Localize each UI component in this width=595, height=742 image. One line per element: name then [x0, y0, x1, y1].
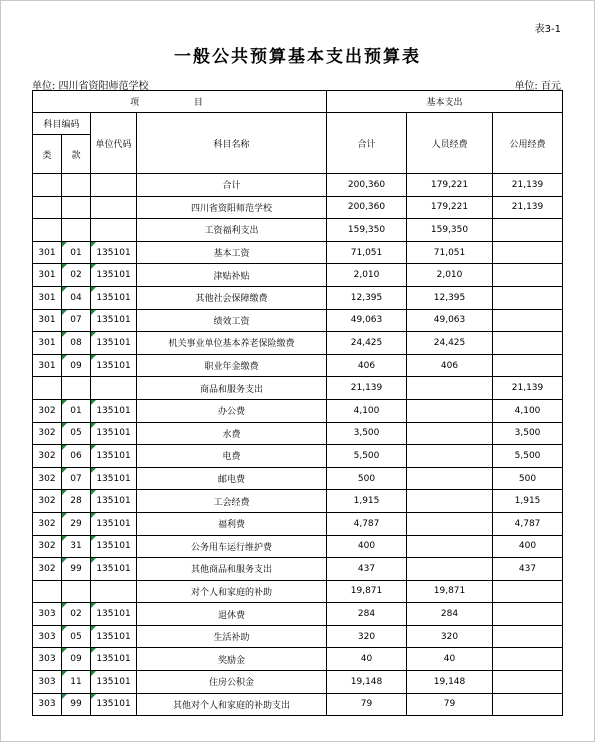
section-cell: 31 [62, 535, 91, 558]
table-row [33, 625, 563, 648]
class-cell: 302 [33, 512, 62, 535]
total-cell: 4,100 [327, 399, 407, 422]
class-cell [33, 219, 62, 242]
class-cell [33, 196, 62, 219]
table-row [33, 671, 563, 694]
public-cell [493, 264, 563, 287]
item-header: 项 目 [33, 91, 327, 113]
unit-code-cell: 135101 [91, 648, 137, 671]
class-cell: 302 [33, 422, 62, 445]
table-row [33, 535, 563, 558]
class-cell: 303 [33, 603, 62, 626]
section-cell [62, 219, 91, 242]
table-row [33, 264, 563, 287]
section-cell: 08 [62, 332, 91, 355]
personnel-cell: 19,871 [407, 580, 493, 603]
subject-name-cell: 电费 [137, 445, 327, 468]
form-code: 表3-1 [534, 24, 561, 35]
table-row [33, 286, 563, 309]
subject-name-cell: 津贴补贴 [137, 264, 327, 287]
section-header: 款 [62, 135, 91, 174]
public-cell: 3,500 [493, 422, 563, 445]
total-cell: 437 [327, 558, 407, 581]
subject-name-cell: 其他社会保障缴费 [137, 286, 327, 309]
section-cell: 04 [62, 286, 91, 309]
class-cell: 302 [33, 535, 62, 558]
personnel-cell [407, 535, 493, 558]
total-cell: 200,360 [327, 174, 407, 197]
unit-code-cell: 135101 [91, 490, 137, 513]
unit-code-cell [91, 196, 137, 219]
total-header: 合计 [327, 113, 407, 174]
unit-code-cell [91, 377, 137, 400]
personnel-cell [407, 558, 493, 581]
class-cell: 303 [33, 671, 62, 694]
total-cell: 159,350 [327, 219, 407, 242]
personnel-cell: 12,395 [407, 286, 493, 309]
public-cell: 500 [493, 467, 563, 490]
personnel-header: 人员经费 [407, 113, 493, 174]
table-row [33, 490, 563, 513]
total-cell: 21,139 [327, 377, 407, 400]
unit-code-cell: 135101 [91, 693, 137, 716]
section-cell: 01 [62, 399, 91, 422]
unit-code-cell: 135101 [91, 354, 137, 377]
section-cell: 02 [62, 603, 91, 626]
unit-name-label: 单位: 四川省资阳师范学校 [32, 81, 149, 92]
total-cell: 320 [327, 625, 407, 648]
unit-code-cell: 135101 [91, 558, 137, 581]
section-cell: 99 [62, 693, 91, 716]
subject-name-cell: 商品和服务支出 [137, 377, 327, 400]
header-row-2 [33, 113, 563, 135]
header-row-1 [33, 91, 563, 113]
subject-name-cell: 绩效工资 [137, 309, 327, 332]
class-cell: 302 [33, 445, 62, 468]
section-cell: 05 [62, 422, 91, 445]
class-cell: 301 [33, 354, 62, 377]
class-cell: 303 [33, 648, 62, 671]
public-cell: 21,139 [493, 196, 563, 219]
class-cell [33, 174, 62, 197]
subject-name-cell: 工会经费 [137, 490, 327, 513]
personnel-cell: 79 [407, 693, 493, 716]
total-cell: 500 [327, 467, 407, 490]
personnel-cell: 179,221 [407, 174, 493, 197]
section-cell [62, 196, 91, 219]
unit-code-cell: 135101 [91, 241, 137, 264]
public-cell: 1,915 [493, 490, 563, 513]
section-cell [62, 377, 91, 400]
section-cell: 02 [62, 264, 91, 287]
personnel-cell: 179,221 [407, 196, 493, 219]
public-cell [493, 354, 563, 377]
total-cell: 40 [327, 648, 407, 671]
class-cell [33, 580, 62, 603]
section-cell: 07 [62, 467, 91, 490]
table-row [33, 512, 563, 535]
subject-name-cell: 福利费 [137, 512, 327, 535]
public-cell [493, 671, 563, 694]
subject-name-header: 科目名称 [137, 113, 327, 174]
subject-code-header: 科目编码 [33, 113, 91, 135]
personnel-cell: 320 [407, 625, 493, 648]
class-cell: 302 [33, 467, 62, 490]
table-row [33, 219, 563, 242]
public-cell [493, 580, 563, 603]
personnel-cell [407, 512, 493, 535]
public-cell [493, 286, 563, 309]
public-header: 公用经费 [493, 113, 563, 174]
section-cell: 09 [62, 354, 91, 377]
personnel-cell: 406 [407, 354, 493, 377]
class-cell: 302 [33, 490, 62, 513]
unit-code-cell: 135101 [91, 467, 137, 490]
section-cell [62, 174, 91, 197]
unit-code-cell: 135101 [91, 512, 137, 535]
unit-code-cell: 135101 [91, 625, 137, 648]
personnel-cell: 159,350 [407, 219, 493, 242]
public-cell [493, 309, 563, 332]
class-cell: 301 [33, 286, 62, 309]
currency-unit-label: 单位: 百元 [514, 81, 561, 92]
class-cell: 301 [33, 241, 62, 264]
total-cell: 19,871 [327, 580, 407, 603]
subject-name-cell: 机关事业单位基本养老保险缴费 [137, 332, 327, 355]
public-cell: 400 [493, 535, 563, 558]
class-cell: 302 [33, 558, 62, 581]
unit-code-cell: 135101 [91, 445, 137, 468]
subject-name-cell: 退休费 [137, 603, 327, 626]
class-cell: 301 [33, 332, 62, 355]
public-cell [493, 332, 563, 355]
total-cell: 71,051 [327, 241, 407, 264]
budget-table [32, 90, 563, 716]
table-row [33, 332, 563, 355]
table-row [33, 445, 563, 468]
unit-code-cell: 135101 [91, 603, 137, 626]
table-row [33, 693, 563, 716]
table-row [33, 558, 563, 581]
public-cell: 4,100 [493, 399, 563, 422]
table-row [33, 648, 563, 671]
section-cell: 99 [62, 558, 91, 581]
class-cell: 301 [33, 264, 62, 287]
total-cell: 79 [327, 693, 407, 716]
public-cell [493, 693, 563, 716]
total-cell: 12,395 [327, 286, 407, 309]
public-cell: 4,787 [493, 512, 563, 535]
subject-name-cell: 职业年金缴费 [137, 354, 327, 377]
personnel-cell [407, 399, 493, 422]
total-cell: 284 [327, 603, 407, 626]
section-cell: 28 [62, 490, 91, 513]
unit-code-cell: 135101 [91, 671, 137, 694]
personnel-cell: 71,051 [407, 241, 493, 264]
total-cell: 1,915 [327, 490, 407, 513]
unit-code-cell: 135101 [91, 309, 137, 332]
table-row [33, 422, 563, 445]
table-row [33, 196, 563, 219]
subject-name-cell: 合计 [137, 174, 327, 197]
subject-name-cell: 奖励金 [137, 648, 327, 671]
subject-name-cell: 其他对个人和家庭的补助支出 [137, 693, 327, 716]
total-cell: 19,148 [327, 671, 407, 694]
personnel-cell [407, 445, 493, 468]
subject-name-cell: 公务用车运行维护费 [137, 535, 327, 558]
basic-expenditure-header: 基本支出 [327, 91, 563, 113]
subject-name-cell: 四川省资阳师范学校 [137, 196, 327, 219]
public-cell: 21,139 [493, 377, 563, 400]
table-row [33, 580, 563, 603]
personnel-cell [407, 422, 493, 445]
unit-code-cell [91, 174, 137, 197]
table-row [33, 174, 563, 197]
public-cell [493, 219, 563, 242]
class-cell: 303 [33, 625, 62, 648]
section-cell [62, 580, 91, 603]
public-cell [493, 625, 563, 648]
class-cell: 302 [33, 399, 62, 422]
subject-name-cell: 水费 [137, 422, 327, 445]
subject-name-cell: 办公费 [137, 399, 327, 422]
class-header: 类 [33, 135, 62, 174]
table-row [33, 241, 563, 264]
unit-code-cell: 135101 [91, 264, 137, 287]
unit-code-header: 单位代码 [91, 113, 137, 174]
subject-name-cell: 对个人和家庭的补助 [137, 580, 327, 603]
table-row [33, 377, 563, 400]
public-cell [493, 241, 563, 264]
section-cell: 05 [62, 625, 91, 648]
total-cell: 3,500 [327, 422, 407, 445]
total-cell: 4,787 [327, 512, 407, 535]
section-cell: 29 [62, 512, 91, 535]
class-cell: 301 [33, 309, 62, 332]
section-cell: 07 [62, 309, 91, 332]
personnel-cell: 2,010 [407, 264, 493, 287]
personnel-cell [407, 467, 493, 490]
section-cell: 06 [62, 445, 91, 468]
total-cell: 5,500 [327, 445, 407, 468]
subject-name-cell: 其他商品和服务支出 [137, 558, 327, 581]
personnel-cell [407, 490, 493, 513]
public-cell [493, 603, 563, 626]
personnel-cell: 19,148 [407, 671, 493, 694]
section-cell: 11 [62, 671, 91, 694]
total-cell: 49,063 [327, 309, 407, 332]
section-cell: 01 [62, 241, 91, 264]
total-cell: 24,425 [327, 332, 407, 355]
unit-code-cell [91, 219, 137, 242]
section-cell: 09 [62, 648, 91, 671]
table-row [33, 399, 563, 422]
table-row [33, 354, 563, 377]
subject-name-cell: 生活补助 [137, 625, 327, 648]
unit-code-cell: 135101 [91, 399, 137, 422]
total-cell: 2,010 [327, 264, 407, 287]
personnel-cell: 49,063 [407, 309, 493, 332]
unit-code-cell: 135101 [91, 332, 137, 355]
class-cell: 303 [33, 693, 62, 716]
page-title: 一般公共预算基本支出预算表 [174, 47, 421, 67]
table-row [33, 603, 563, 626]
total-cell: 200,360 [327, 196, 407, 219]
public-cell [493, 648, 563, 671]
public-cell: 5,500 [493, 445, 563, 468]
public-cell: 437 [493, 558, 563, 581]
personnel-cell [407, 377, 493, 400]
personnel-cell: 40 [407, 648, 493, 671]
unit-code-cell [91, 580, 137, 603]
subject-name-cell: 住房公积金 [137, 671, 327, 694]
total-cell: 406 [327, 354, 407, 377]
class-cell [33, 377, 62, 400]
unit-code-cell: 135101 [91, 422, 137, 445]
unit-code-cell: 135101 [91, 535, 137, 558]
subject-name-cell: 邮电费 [137, 467, 327, 490]
personnel-cell: 284 [407, 603, 493, 626]
public-cell: 21,139 [493, 174, 563, 197]
unit-code-cell: 135101 [91, 286, 137, 309]
table-row [33, 467, 563, 490]
personnel-cell: 24,425 [407, 332, 493, 355]
table-row [33, 309, 563, 332]
subject-name-cell: 工资福利支出 [137, 219, 327, 242]
subject-name-cell: 基本工资 [137, 241, 327, 264]
total-cell: 400 [327, 535, 407, 558]
